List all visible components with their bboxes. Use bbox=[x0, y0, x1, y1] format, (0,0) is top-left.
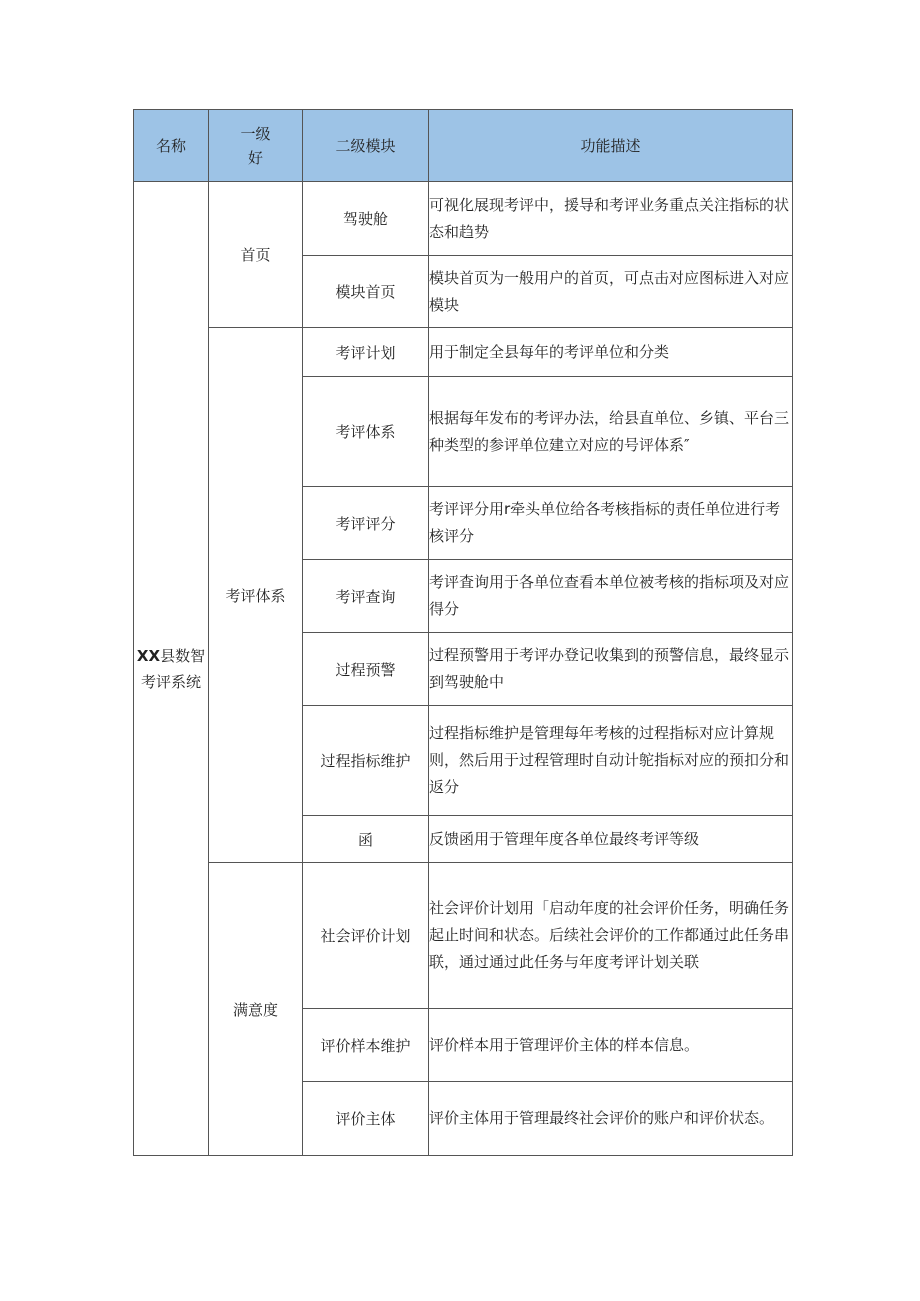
module-name: 评价样本维护 bbox=[303, 1009, 429, 1082]
system-name-cell bbox=[134, 182, 209, 1156]
header-level1-line2: 好 bbox=[247, 148, 263, 167]
module-desc: 可视化展现考评中，援导和考评业务重点关注指标的状态和趋势 bbox=[429, 182, 793, 256]
module-name: 函 bbox=[303, 816, 429, 863]
module-desc: 社会评价计划用「启动年度的社会评价任务，明确任务起止时间和状态。后续社会评价的工作都通过此任务串联，通过通过此任务与年度考评计划关联 bbox=[429, 863, 793, 1009]
table-row bbox=[134, 328, 793, 377]
group-name: 考评体系 bbox=[209, 328, 303, 863]
header-name: 名称 bbox=[134, 110, 209, 182]
header-level2: 二级模块 bbox=[303, 110, 429, 182]
module-name: 模块首页 bbox=[303, 256, 429, 328]
system-name-prefix: XX bbox=[136, 646, 161, 665]
header-row bbox=[134, 110, 793, 182]
module-name: 考评体系 bbox=[303, 377, 429, 487]
module-name: 考评评分 bbox=[303, 487, 429, 560]
module-desc: 模块首页为一般用户的首页，可点击对应图标进入对应模块 bbox=[429, 256, 793, 328]
table-row bbox=[134, 182, 793, 256]
module-desc: 考评评分用r牵头单位给各考核指标的责任单位进行考核评分 bbox=[429, 487, 793, 560]
module-name: 驾驶舱 bbox=[303, 182, 429, 256]
group-name: 首页 bbox=[209, 182, 303, 328]
module-desc: 考评査询用于各单位查看本单位被考核的指标项及对应得分 bbox=[429, 560, 793, 633]
module-name: 考评计划 bbox=[303, 328, 429, 377]
module-name: 社会评价计划 bbox=[303, 863, 429, 1009]
module-desc: 评价样本用于管理评价主体的样本信息。 bbox=[429, 1009, 793, 1082]
module-name: 评价主体 bbox=[303, 1082, 429, 1156]
table-row bbox=[134, 863, 793, 1009]
module-desc: 评价主体用于管理最终社会评价的账户和评价状态。 bbox=[429, 1082, 793, 1156]
header-desc: 功能描述 bbox=[429, 110, 793, 182]
header-level1 bbox=[209, 110, 303, 182]
module-name: 过程预警 bbox=[303, 633, 429, 706]
module-desc: 反馈函用于管理年度各单位最终考评等级 bbox=[429, 816, 793, 863]
module-desc: 过程指标维护是管理每年考核的过程指标对应计算规则，然后用于过程管理时自动计鸵指标对应的预扣分和返分 bbox=[429, 706, 793, 816]
module-desc: 用于制定全县每年的考评单位和分类 bbox=[429, 328, 793, 377]
group-name: 满意度 bbox=[209, 863, 303, 1156]
function-spec-table bbox=[133, 109, 793, 1156]
system-name-rest: 县数智考评系统 bbox=[140, 646, 206, 691]
module-desc: 过程预警用于考评办登记收集到的预警信息，最终显示到驾驶舱中 bbox=[429, 633, 793, 706]
header-level1-line1: 一级 bbox=[240, 124, 271, 143]
module-name: 考评查询 bbox=[303, 560, 429, 633]
module-desc: 根据每年发布的考评办法，给县直单位、乡镇、平台三种类型的参评单位建立对应的号评体系″ bbox=[429, 377, 793, 487]
module-name: 过程指标维护 bbox=[303, 706, 429, 816]
